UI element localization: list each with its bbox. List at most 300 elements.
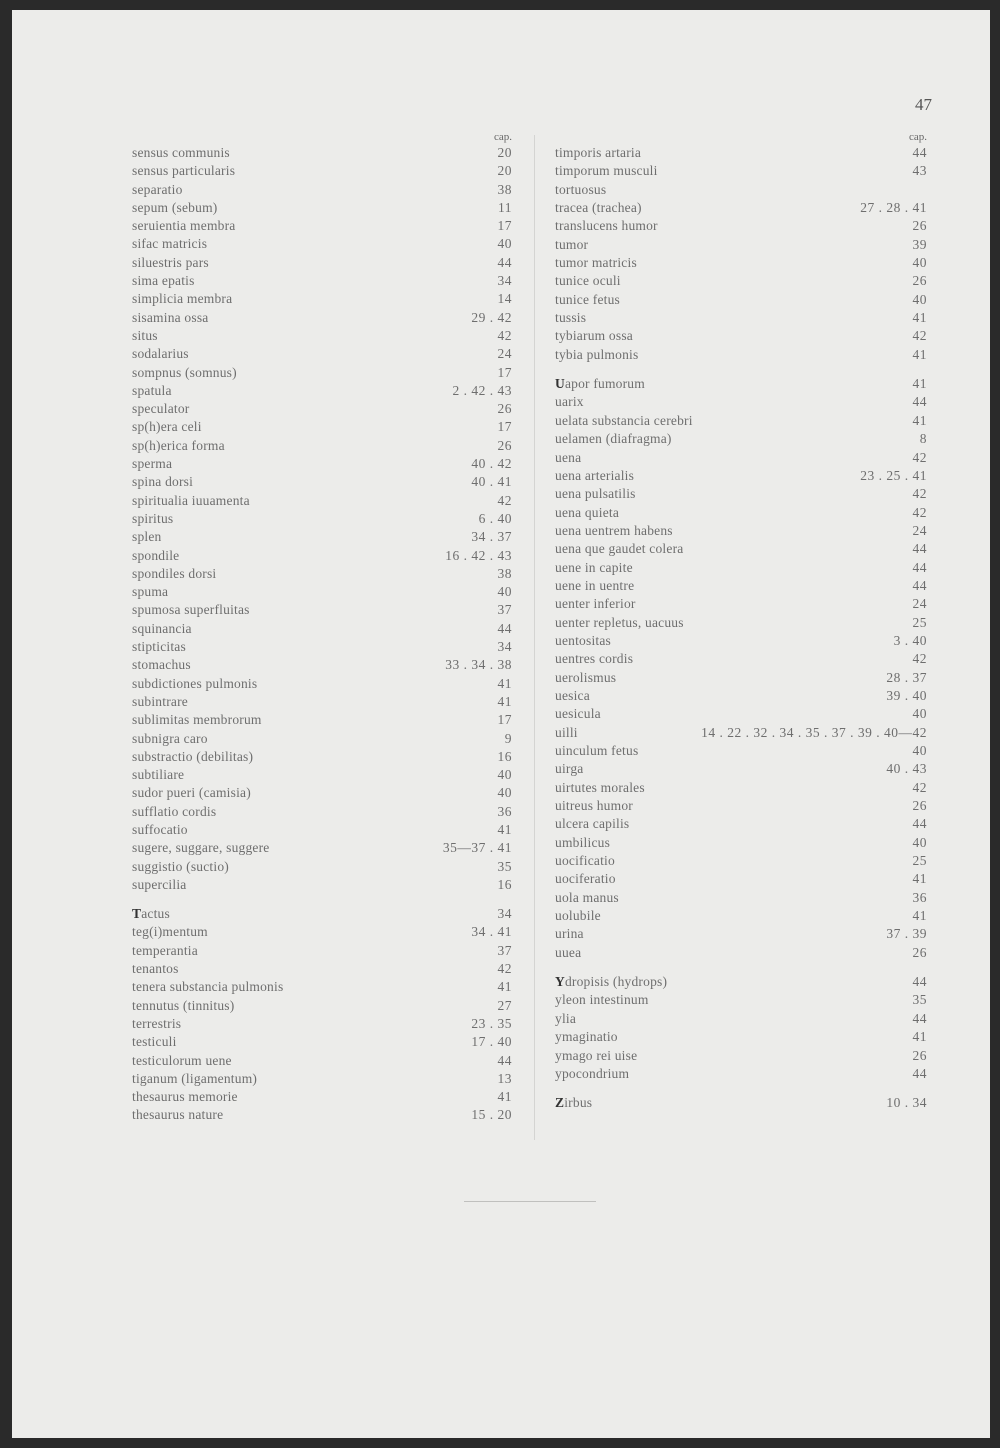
index-entry <box>132 510 512 528</box>
entry-term: spumosa superfluitas <box>132 602 250 618</box>
entry-term: uociferatio <box>555 871 616 887</box>
index-entry <box>132 1033 512 1051</box>
index-entry <box>132 547 512 565</box>
entry-chapter-ref: 40 <box>497 236 512 252</box>
entry-term: spondiles dorsi <box>132 565 217 581</box>
index-page <box>12 10 990 1438</box>
entry-chapter-ref: 6 . 40 <box>478 510 512 526</box>
entry-chapter-ref: 37 . 39 <box>886 926 927 942</box>
index-entry <box>132 217 512 235</box>
entry-term: separatio <box>132 181 183 197</box>
entry-chapter-ref: 9 <box>504 730 512 746</box>
entry-term: uarix <box>555 394 584 410</box>
index-entry <box>555 217 927 235</box>
entry-chapter-ref: 41 <box>912 871 927 887</box>
entry-chapter-ref: 34 <box>497 273 512 289</box>
entry-chapter-ref: 24 <box>912 596 927 612</box>
entry-chapter-ref: 44 <box>497 620 512 636</box>
entry-chapter-ref: 38 <box>497 181 512 197</box>
entry-term: simplicia membra <box>132 291 233 307</box>
entry-chapter-ref: 41 <box>497 693 512 709</box>
entry-term <box>555 375 645 393</box>
index-entry <box>555 852 927 870</box>
entry-chapter-ref: 42 <box>497 327 512 343</box>
entry-chapter-ref: 17 <box>497 712 512 728</box>
index-entry <box>132 199 512 217</box>
entry-term: speculator <box>132 401 190 417</box>
entry-term: sufflatio cordis <box>132 803 217 819</box>
index-entry <box>555 742 927 760</box>
entry-initial: T <box>132 906 142 922</box>
entry-chapter-ref: 26 <box>912 218 927 234</box>
entry-term: sisamina ossa <box>132 309 209 325</box>
entry-term: tybiarum ossa <box>555 328 633 344</box>
entry-term: temperantia <box>132 942 198 958</box>
entries-left <box>132 144 512 1125</box>
index-entry <box>132 400 512 418</box>
entry-chapter-ref: 14 . 22 . 32 . 34 . 35 . 37 . 39 . 40—42 <box>701 724 927 740</box>
index-entry <box>555 1010 927 1028</box>
entry-term: tenera substancia pulmonis <box>132 979 284 995</box>
entry-term: thesaurus nature <box>132 1107 224 1123</box>
entry-chapter-ref: 33 . 34 . 38 <box>445 657 512 673</box>
entry-term: uilli <box>555 724 578 740</box>
entry-term: tortuosus <box>555 181 607 197</box>
index-entry <box>132 839 512 857</box>
entry-chapter-ref: 44 <box>912 541 927 557</box>
index-entry <box>132 437 512 455</box>
entry-chapter-ref: 44 <box>912 559 927 575</box>
entry-chapter-ref: 26 <box>497 401 512 417</box>
column-divider <box>534 135 535 1140</box>
entry-term: uene in capite <box>555 559 633 575</box>
index-entry <box>555 687 927 705</box>
entry-term: supercilia <box>132 876 187 892</box>
entry-term: sperma <box>132 456 173 472</box>
entry-term-rest: apor fumorum <box>564 376 645 392</box>
entry-chapter-ref: 26 <box>912 273 927 289</box>
entry-term: testiculi <box>132 1034 177 1050</box>
entry-term: sompnus (somnus) <box>132 364 237 380</box>
index-entry <box>132 492 512 510</box>
entry-term: ulcera capilis <box>555 816 630 832</box>
entry-term: sepum (sebum) <box>132 199 218 215</box>
index-entry <box>132 235 512 253</box>
entry-term: uene in uentre <box>555 577 635 593</box>
entry-term: spina dorsi <box>132 474 194 490</box>
entry-term: spiritualia iuuamenta <box>132 492 250 508</box>
entry-term: uenter inferior <box>555 596 636 612</box>
entry-chapter-ref: 44 <box>912 1010 927 1026</box>
entry-chapter-ref: 40 <box>497 785 512 801</box>
index-entry <box>555 467 927 485</box>
entry-chapter-ref: 37 <box>497 942 512 958</box>
entry-term: tybia pulmonis <box>555 346 639 362</box>
entry-chapter-ref: 40 <box>912 291 927 307</box>
entry-term: ylia <box>555 1010 577 1026</box>
index-entry <box>132 905 512 923</box>
entry-term: uentres cordis <box>555 651 634 667</box>
entry-term: spiritus <box>132 510 174 526</box>
index-entry <box>555 309 927 327</box>
index-column-left <box>132 130 512 1125</box>
entry-term: tennutus (tinnitus) <box>132 997 235 1013</box>
entry-initial: Z <box>555 1095 565 1111</box>
index-entry <box>555 907 927 925</box>
index-entry <box>132 309 512 327</box>
index-entry <box>132 364 512 382</box>
index-entry <box>132 730 512 748</box>
entry-term: uirtutes morales <box>555 779 645 795</box>
entry-chapter-ref: 42 <box>912 651 927 667</box>
entry-chapter-ref: 40 <box>497 584 512 600</box>
entry-term: uena uentrem habens <box>555 522 673 538</box>
entry-term: siluestris pars <box>132 254 209 270</box>
index-entry <box>555 162 927 180</box>
index-entry <box>555 577 927 595</box>
entry-term: sensus communis <box>132 145 230 160</box>
index-entry <box>555 449 927 467</box>
index-entry <box>555 346 927 364</box>
entry-chapter-ref: 40 <box>912 834 927 850</box>
index-entry <box>132 656 512 674</box>
entry-chapter-ref: 37 <box>497 602 512 618</box>
entry-chapter-ref: 26 <box>912 798 927 814</box>
entry-term: sima epatis <box>132 273 195 289</box>
index-entry <box>132 784 512 802</box>
entry-term: spondile <box>132 547 180 563</box>
entry-term: suffocatio <box>132 821 188 837</box>
entry-term: sp(h)era celi <box>132 419 202 435</box>
entry-chapter-ref: 35 <box>497 858 512 874</box>
index-entry <box>555 393 927 411</box>
index-entry <box>555 925 927 943</box>
entry-chapter-ref: 42 <box>497 492 512 508</box>
index-entry <box>132 345 512 363</box>
entry-chapter-ref: 40 <box>912 706 927 722</box>
index-entry <box>555 236 927 254</box>
entry-chapter-ref: 40 <box>497 767 512 783</box>
index-entry <box>132 711 512 729</box>
entry-chapter-ref: 44 <box>912 394 927 410</box>
entry-chapter-ref: 42 <box>912 486 927 502</box>
entry-term: sudor pueri (camisia) <box>132 785 251 801</box>
index-entry <box>555 430 927 448</box>
entry-term: timporis artaria <box>555 145 642 160</box>
entry-term: spatula <box>132 382 172 398</box>
entry-term: thesaurus memorie <box>132 1089 238 1105</box>
index-entry <box>555 144 927 162</box>
index-entry <box>555 181 927 199</box>
entry-chapter-ref: 41 <box>912 908 927 924</box>
entry-term: sodalarius <box>132 346 189 362</box>
entry-term: tussis <box>555 310 587 326</box>
entry-term: uolubile <box>555 908 601 924</box>
index-entry <box>555 1047 927 1065</box>
index-entry <box>132 327 512 345</box>
index-entry <box>132 858 512 876</box>
index-entry <box>132 601 512 619</box>
entry-chapter-ref: 10 . 34 <box>886 1095 927 1111</box>
entry-term: uena arterialis <box>555 467 635 483</box>
entry-chapter-ref: 34 <box>497 906 512 922</box>
entry-chapter-ref: 34 . 37 <box>471 529 512 545</box>
entry-chapter-ref: 40 . 41 <box>471 474 512 490</box>
index-entry <box>132 942 512 960</box>
index-entry <box>132 748 512 766</box>
index-entry <box>132 620 512 638</box>
entry-term-rest: dropisis (hydrops) <box>564 974 668 990</box>
index-entry <box>555 1065 927 1083</box>
cap-label: cap. <box>493 131 512 143</box>
entry-chapter-ref: 25 <box>912 614 927 630</box>
entry-chapter-ref: 20 <box>497 163 512 179</box>
entry-initial: Y <box>555 974 565 990</box>
entry-term: subtiliare <box>132 767 185 783</box>
index-entry <box>132 1015 512 1033</box>
index-entry <box>132 272 512 290</box>
index-entry <box>555 485 927 503</box>
entry-term: stipticitas <box>132 639 186 655</box>
entry-chapter-ref: 40 <box>912 743 927 758</box>
entry-chapter-ref: 41 <box>912 376 927 392</box>
entry-chapter-ref: 35—37 . 41 <box>442 840 512 856</box>
entry-chapter-ref: 44 <box>912 145 927 160</box>
index-entry <box>132 290 512 308</box>
entry-term: subdictiones pulmonis <box>132 675 258 691</box>
entry-term: uinculum fetus <box>555 743 639 758</box>
entry-chapter-ref: 26 <box>497 437 512 453</box>
index-entry <box>555 614 927 632</box>
entry-chapter-ref: 44 <box>497 1052 512 1068</box>
entry-chapter-ref: 3 . 40 <box>893 632 927 648</box>
index-entry <box>132 418 512 436</box>
entry-chapter-ref: 8 <box>919 431 927 447</box>
index-entry <box>555 559 927 577</box>
entry-term: tunice oculi <box>555 273 621 289</box>
group-gap <box>555 1083 927 1094</box>
group-gap <box>132 894 512 905</box>
entry-term: sublimitas membrorum <box>132 712 262 728</box>
entry-term: urina <box>555 926 584 942</box>
entry-term <box>555 973 667 991</box>
index-entry <box>132 1106 512 1124</box>
entry-term: uocificatio <box>555 853 615 869</box>
entry-chapter-ref: 16 <box>497 748 512 764</box>
entry-chapter-ref: 44 <box>912 577 927 593</box>
cap-label: cap. <box>908 131 927 143</box>
entry-chapter-ref: 42 <box>912 328 927 344</box>
index-entry <box>132 583 512 601</box>
entry-term: uirga <box>555 761 584 777</box>
entry-chapter-ref: 44 <box>497 254 512 270</box>
entry-chapter-ref: 24 <box>912 522 927 538</box>
entry-term: uuea <box>555 944 582 960</box>
index-entry <box>132 675 512 693</box>
entries-right <box>555 144 927 1113</box>
index-entry <box>555 632 927 650</box>
index-entry <box>132 876 512 894</box>
entry-term: terrestris <box>132 1015 182 1031</box>
entry-chapter-ref: 23 . 25 . 41 <box>860 467 927 483</box>
entry-term: tumor matricis <box>555 255 637 271</box>
entry-term: yleon intestinum <box>555 992 649 1008</box>
entry-chapter-ref: 41 <box>497 821 512 837</box>
entry-chapter-ref: 29 . 42 <box>471 309 512 325</box>
entry-term: uesicula <box>555 706 601 722</box>
entry-term: sensus particularis <box>132 163 236 179</box>
entry-chapter-ref: 23 . 35 <box>471 1015 512 1031</box>
entry-chapter-ref: 16 . 42 . 43 <box>445 547 512 563</box>
index-entry <box>555 1028 927 1046</box>
entry-chapter-ref: 14 <box>497 291 512 307</box>
index-entry <box>555 944 927 962</box>
entry-chapter-ref: 17 <box>497 364 512 380</box>
entry-term: uena pulsatilis <box>555 486 636 502</box>
entry-chapter-ref: 42 <box>912 779 927 795</box>
index-entry <box>555 595 927 613</box>
index-entry <box>132 455 512 473</box>
entry-chapter-ref: 36 <box>912 889 927 905</box>
entry-term: ymaginatio <box>555 1029 618 1045</box>
entry-chapter-ref: 11 <box>498 199 512 215</box>
index-entry <box>132 382 512 400</box>
entry-chapter-ref: 24 <box>497 346 512 362</box>
entry-term: situs <box>132 327 158 343</box>
index-entry <box>132 766 512 784</box>
entry-term: timporum musculi <box>555 163 658 179</box>
index-entry <box>555 650 927 668</box>
index-entry <box>132 978 512 996</box>
entry-term: tenantos <box>132 961 179 977</box>
entry-term: tumor <box>555 236 589 252</box>
entry-chapter-ref: 28 . 37 <box>886 669 927 685</box>
index-column-right <box>555 130 927 1113</box>
entry-chapter-ref: 27 <box>497 997 512 1013</box>
entry-chapter-ref: 41 <box>497 979 512 995</box>
entry-term: uitreus humor <box>555 798 633 814</box>
entry-term: tracea (trachea) <box>555 200 642 216</box>
entry-chapter-ref: 42 <box>497 961 512 977</box>
entry-chapter-ref: 41 <box>912 412 927 428</box>
entry-chapter-ref: 40 . 42 <box>471 456 512 472</box>
entry-chapter-ref: 43 <box>912 163 927 179</box>
entry-chapter-ref: 16 <box>497 876 512 892</box>
index-entry <box>555 1094 927 1112</box>
index-entry <box>132 638 512 656</box>
entry-chapter-ref: 17 <box>497 218 512 234</box>
entry-chapter-ref: 15 . 20 <box>471 1107 512 1123</box>
index-entry <box>132 162 512 180</box>
entry-term: uelata substancia cerebri <box>555 412 693 428</box>
entry-chapter-ref: 35 <box>912 992 927 1008</box>
entry-term-rest: irbus <box>564 1095 593 1111</box>
index-entry <box>555 291 927 309</box>
index-entry <box>555 724 927 742</box>
entry-term: translucens humor <box>555 218 658 234</box>
entry-chapter-ref: 42 <box>912 504 927 520</box>
index-entry <box>132 528 512 546</box>
index-entry <box>555 760 927 778</box>
entry-chapter-ref: 42 <box>912 449 927 465</box>
index-entry <box>555 412 927 430</box>
index-entry <box>132 181 512 199</box>
entry-chapter-ref: 40 <box>912 255 927 271</box>
entry-term: seruientia membra <box>132 218 236 234</box>
page-number: 47 <box>915 95 932 114</box>
entry-term: substractio (debilitas) <box>132 748 254 764</box>
entry-term: tiganum (ligamentum) <box>132 1070 258 1086</box>
entry-chapter-ref: 40 . 43 <box>886 761 927 777</box>
index-entry <box>555 815 927 833</box>
index-entry <box>555 504 927 522</box>
entry-term: subnigra caro <box>132 730 208 746</box>
index-entry <box>555 705 927 723</box>
entry-term: uerolismus <box>555 669 617 685</box>
index-entry <box>555 797 927 815</box>
entry-term: suggistio (suctio) <box>132 858 229 874</box>
entry-term: uena que gaudet colera <box>555 541 684 557</box>
entry-term <box>555 1094 592 1112</box>
index-entry <box>132 821 512 839</box>
index-entry <box>555 973 927 991</box>
entry-term: tunice fetus <box>555 291 621 307</box>
entry-term-rest: actus <box>141 906 170 922</box>
entry-chapter-ref: 25 <box>912 853 927 869</box>
entry-chapter-ref: 38 <box>497 565 512 581</box>
entry-chapter-ref: 13 <box>497 1070 512 1086</box>
index-entry <box>555 272 927 290</box>
entry-chapter-ref: 41 <box>912 310 927 326</box>
index-entry <box>132 997 512 1015</box>
entry-term: sifac matricis <box>132 236 208 252</box>
index-entry <box>555 522 927 540</box>
entry-chapter-ref: 44 <box>912 974 927 990</box>
entry-chapter-ref: 26 <box>912 1047 927 1063</box>
index-entry <box>132 803 512 821</box>
entry-chapter-ref: 34 . 41 <box>471 924 512 940</box>
index-entry <box>132 1088 512 1106</box>
index-entry <box>555 540 927 558</box>
entry-chapter-ref: 41 <box>497 675 512 691</box>
index-entry <box>132 923 512 941</box>
index-entry <box>555 327 927 345</box>
entry-term <box>132 905 170 923</box>
entry-term: spuma <box>132 584 169 600</box>
entry-chapter-ref: 44 <box>912 1065 927 1081</box>
entry-term: ymago rei uise <box>555 1047 638 1063</box>
index-entry <box>555 834 927 852</box>
footer-rule <box>464 1201 596 1202</box>
entry-term: squinancia <box>132 620 192 636</box>
entry-chapter-ref: 41 <box>912 346 927 362</box>
index-entry <box>132 565 512 583</box>
entry-chapter-ref: 34 <box>497 639 512 655</box>
entry-chapter-ref: 17 <box>497 419 512 435</box>
entry-term: uentositas <box>555 632 611 648</box>
entry-term: sp(h)erica forma <box>132 437 225 453</box>
group-gap <box>555 364 927 375</box>
index-entry <box>555 375 927 393</box>
index-entry <box>555 199 927 217</box>
entry-term: stomachus <box>132 657 191 673</box>
entry-term: uelamen (diafragma) <box>555 431 672 447</box>
entry-term: sugere, suggare, suggere <box>132 840 270 856</box>
index-entry <box>132 1070 512 1088</box>
index-entry <box>555 254 927 272</box>
index-entry <box>555 889 927 907</box>
entry-term: umbilicus <box>555 834 611 850</box>
